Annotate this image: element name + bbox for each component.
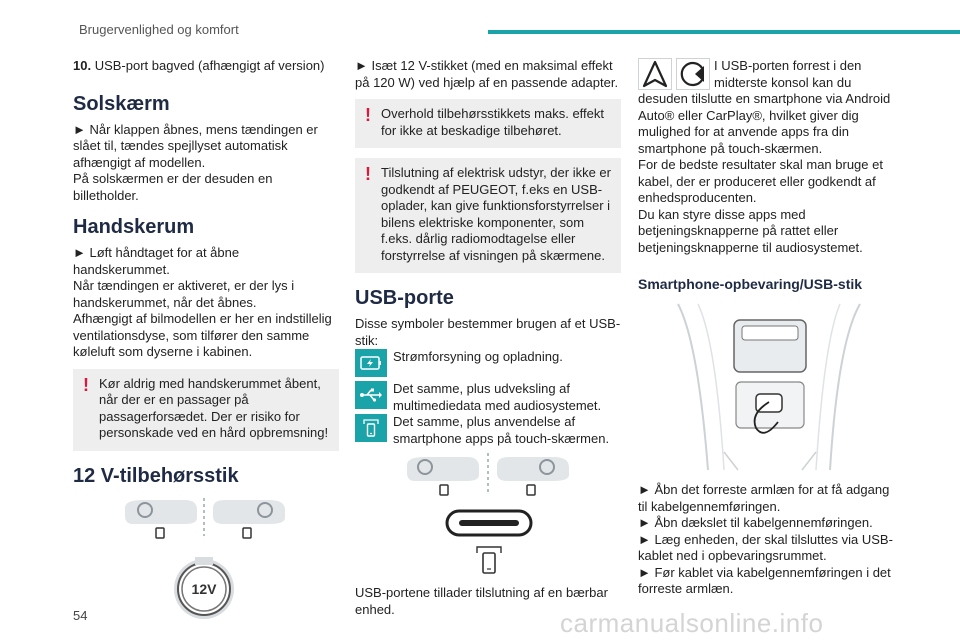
- projection-text-1: I USB-porten forrest i den midterste konsol kan du desuden tilslutte en smartphone via Android Auto® eller CarPlay®, hvilket giver dig mulighed for at anvende apps fra din smartphone på touch-skærmen.: [638, 58, 891, 156]
- seats-12v-illustration: [73, 496, 339, 621]
- android-auto-icon: [638, 58, 672, 90]
- steps-list: [638, 482, 900, 598]
- watermark: carmanualsonline.info: [560, 608, 824, 638]
- usb-heading: USB-porte: [355, 287, 454, 309]
- page-header-bar: [488, 30, 960, 34]
- glovebox-heading: Handskerum: [73, 216, 195, 238]
- equipment-warning: [355, 158, 621, 273]
- max-power-warning-text: Overhold tilbehørsstikkets maks. effekt for ikke at beskadige tilbehøret.: [381, 106, 605, 138]
- glovebox-text-1: ► Løft håndtaget for at åbne handskerummet.: [73, 245, 240, 277]
- usb-item-charge-text: Strømforsyning og opladning.: [393, 349, 563, 364]
- projection-apps-block: [638, 58, 900, 256]
- column-3: [638, 58, 900, 598]
- projection-text-3: Du kan styre disse apps med betjeningsknapperne på rattet eller betjeningsknapperne til audiosystemet.: [638, 206, 863, 255]
- usb-item-apps: [355, 414, 621, 447]
- sun-visor-heading: Solskærm: [73, 92, 170, 115]
- item-10-text: USB-port bagved (afhængigt af version): [94, 58, 325, 73]
- glovebox-text-3: Afhængigt af bilmodellen er her en indstillelig ventilationsdyse, som tilfører den samme køleluft som dyserne i kabinen.: [73, 311, 332, 359]
- usb-item-data-text: Det samme, plus udveksling af multimediedata med audiosystemet.: [393, 381, 602, 413]
- front-seats-icon: [407, 453, 569, 495]
- step-2: ► Åbn dækslet til kabelgennemføringen.: [638, 515, 873, 530]
- usb-ports-illustration: [355, 453, 621, 581]
- step-3: ► Læg enheden, der skal tilsluttes via USB-kablet ned i opbevaringsrummet.: [638, 531, 893, 563]
- battery-charge-icon: [355, 349, 387, 377]
- smartphone-icon: [477, 547, 501, 573]
- front-seats-icon: [125, 498, 285, 538]
- glovebox-text-2: Når tændingen er aktiveret, er der lys i handskerummet, når det åbnes.: [73, 278, 295, 310]
- socket-label: 12V: [191, 580, 217, 597]
- column-1: [73, 58, 339, 621]
- smartphone-icon: [355, 414, 387, 442]
- item-10: [73, 58, 339, 75]
- usb-item-data: [355, 381, 621, 414]
- warning-icon: !: [365, 105, 371, 125]
- projection-text-2: For de bedste resultater skal man bruge et kabel, der er produceret eller godkendt af enhedsproducenten.: [638, 157, 883, 205]
- item-10-number: 10.: [73, 58, 92, 73]
- warning-icon: !: [83, 374, 89, 395]
- step-1: ► Åbn det forreste armlæn for at få adgang til kabelgennemføringen.: [638, 482, 890, 514]
- smartphone-storage-heading: Smartphone-opbevaring/USB-stik: [638, 276, 863, 292]
- page-number: 54: [73, 608, 88, 623]
- sun-visor-text-2: På solskærmen er der desuden en billetholder.: [73, 171, 273, 203]
- page-header-title: Brugervenlighed og komfort: [79, 22, 239, 37]
- equipment-warning-text: Tilslutning af elektrisk udstyr, der ikke er godkendt af PEUGEOT, f.eks en USB-oplader, kan give funktionsforstyrrelser i bilens elektriske komponenter, som f.eks. dårlig radiomodtagelse eller forstyrrelse af visningen på skærmene.: [381, 165, 611, 263]
- accessory-socket-heading: 12 V-tilbehørsstik: [73, 464, 239, 487]
- column-2: [355, 58, 621, 618]
- glovebox-warning-text: Kør aldrig med handskerummet åbent, når der er en passager på passagerforsædet. Der er risiko for personskade ved en hård opbremsning!: [99, 375, 329, 440]
- usb-item-apps-text: Det samme, plus anvendelse af smartphone apps på touch-skærmen.: [393, 414, 610, 446]
- max-power-warning: [355, 99, 621, 148]
- step-4: ► Før kablet via kabelgennemføringen i det forreste armlæn.: [638, 564, 891, 596]
- usb-item-charge: [355, 349, 621, 377]
- console-illustration: [638, 302, 900, 474]
- carplay-icon: [676, 58, 710, 90]
- projection-icons: [638, 58, 710, 90]
- glovebox-warning: [73, 369, 339, 451]
- socket-instruction: ► Isæt 12 V-stikket (med en maksimal effekt på 120 W) ved hjælp af en passende adapter.: [355, 58, 619, 90]
- usb-bottom-text: USB-portene tillader tilslutning af en bærbar enhed.: [355, 585, 608, 617]
- warning-icon: !: [365, 164, 371, 184]
- usb-intro: Disse symboler bestemmer brugen af et USB-stik:: [355, 316, 621, 348]
- sun-visor-text-1: ► Når klappen åbnes, mens tændingen er slået til, tændes spejllyset automatisk afhængigt af modellen.: [73, 121, 318, 170]
- usb-c-port-icon: [447, 511, 531, 535]
- usb-icon: [355, 381, 387, 409]
